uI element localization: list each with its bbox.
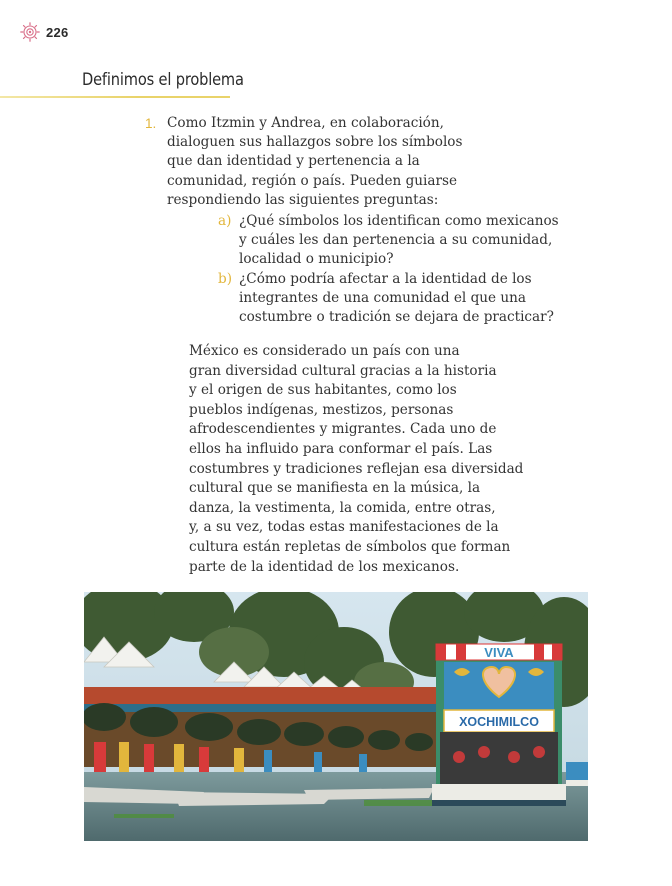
text-line: integrantes de una comunidad el que una [239,290,527,307]
text-line: pueblos indígenas, mestizos, personas [189,401,454,418]
text-line: ellos ha influido para conformar el país. Las [189,440,493,457]
text-line: ¿Qué símbolos los identifican como mexicanos [239,213,559,229]
sign-top-label: VIVA [484,645,514,660]
sub-marker: b) [218,271,233,287]
text-line: costumbres y tradiciones reflejan esa diversidad [189,460,524,477]
text-line: ¿Cómo podría afectar a la identidad de los [239,271,532,287]
sub-item-text [239,270,579,328]
text-line: Como Itzmin y Andrea, en colaboración, [167,115,444,131]
text-line: que dan identidad y pertenencia a la [167,153,420,170]
text-line: y, a su vez, todas estas manifestaciones de la [189,519,499,536]
page-number [20,22,69,42]
sub-item-text [239,212,579,270]
text-line: localidad o municipio? [239,251,394,268]
text-line: y el origen de sus habitantes, como los [189,382,457,399]
text-line: comunidad, región o país. Pueden guiarse [167,172,458,189]
ornament-icon [20,22,40,42]
sub-marker: a) [218,213,232,229]
page-number-label: 226 [46,24,69,40]
xochimilco-photo [84,592,588,841]
text-line: cultural que se manifiesta en la música, la [189,480,481,497]
list-item-text [167,114,507,210]
text-line: respondiendo las siguientes preguntas: [167,191,439,208]
text-line: México es considerado un país con una [189,343,460,359]
text-line: afrodescendientes y migrantes. Cada uno de [189,421,497,438]
section-title: Definimos el problema [82,70,244,90]
text-line: costumbre o tradición se dejara de practicar? [239,309,554,326]
body-paragraph [189,342,534,577]
text-line: dialoguen sus hallazgos sobre los símbolos [167,134,463,151]
sign-bottom-label: XOCHIMILCO [459,715,539,729]
list-marker: 1. [145,116,157,131]
text-line: gran diversidad cultural gracias a la historia [189,362,497,379]
text-line: y cuáles les dan pertenencia a su comunidad, [239,232,553,249]
text-line: danza, la vestimenta, la comida, entre otras, [189,499,496,516]
text-line: parte de la identidad de los mexicanos. [189,558,460,575]
text-line: cultura están repletas de símbolos que forman [189,538,511,555]
section-underline [0,96,230,98]
